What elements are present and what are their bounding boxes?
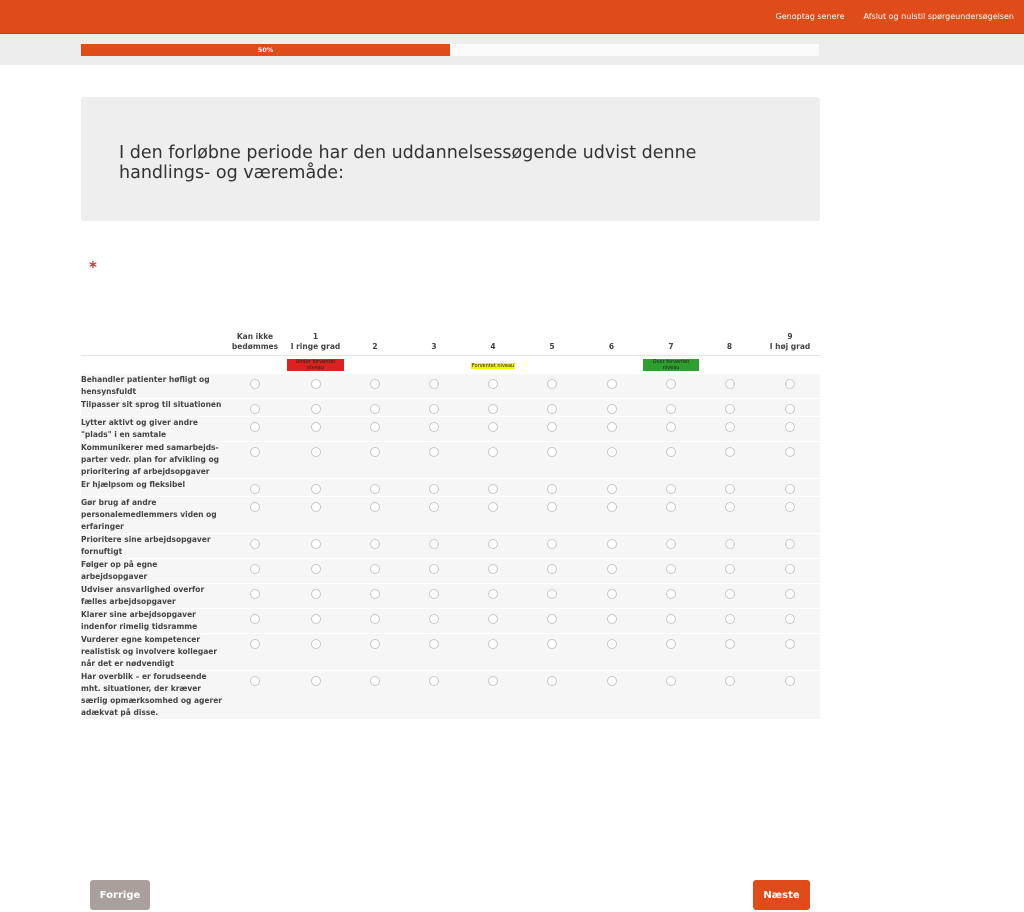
rating-radio[interactable] bbox=[725, 447, 735, 457]
rating-radio[interactable] bbox=[607, 589, 617, 599]
rating-radio[interactable] bbox=[607, 614, 617, 624]
rating-radio[interactable] bbox=[785, 589, 795, 599]
rating-radio[interactable] bbox=[547, 447, 557, 457]
rating-radio[interactable] bbox=[547, 614, 557, 624]
rating-radio[interactable] bbox=[488, 614, 498, 624]
matrix-row bbox=[81, 417, 820, 442]
matrix-row bbox=[81, 534, 820, 559]
rating-radio[interactable] bbox=[666, 484, 676, 494]
progress-bar bbox=[81, 44, 819, 56]
rating-radio[interactable] bbox=[785, 639, 795, 649]
rating-radio[interactable] bbox=[488, 422, 498, 432]
top-bar bbox=[0, 0, 1024, 34]
rating-radio[interactable] bbox=[666, 502, 676, 512]
rating-radio[interactable] bbox=[370, 422, 380, 432]
rating-radio[interactable] bbox=[311, 404, 321, 414]
rating-matrix bbox=[81, 322, 820, 719]
rating-radio[interactable] bbox=[725, 379, 735, 389]
column-number: 8 bbox=[726, 342, 733, 351]
matrix-row bbox=[81, 442, 820, 479]
rating-radio[interactable] bbox=[725, 614, 735, 624]
rating-radio[interactable] bbox=[429, 404, 439, 414]
rating-radio[interactable] bbox=[607, 502, 617, 512]
rating-radio[interactable] bbox=[547, 589, 557, 599]
rating-radio[interactable] bbox=[311, 539, 321, 549]
column-label: I høj grad bbox=[769, 342, 811, 351]
rating-radio[interactable] bbox=[666, 422, 676, 432]
rating-radio[interactable] bbox=[488, 639, 498, 649]
rating-radio[interactable] bbox=[785, 447, 795, 457]
rating-radio[interactable] bbox=[370, 676, 380, 686]
rating-radio[interactable] bbox=[607, 404, 617, 414]
above-expected-tag: Over forventet niveau bbox=[643, 359, 699, 371]
below-expected-tag: Under forventet niveau bbox=[287, 359, 344, 371]
resume-later-link[interactable]: Genoptag senere bbox=[775, 12, 845, 21]
rating-radio[interactable] bbox=[725, 639, 735, 649]
row-label: Prioritere sine arbejdsopgaver fornuftigt bbox=[81, 534, 223, 559]
rating-radio[interactable] bbox=[488, 564, 498, 574]
column-header-6 bbox=[580, 322, 643, 356]
rating-radio[interactable] bbox=[370, 502, 380, 512]
rating-radio[interactable] bbox=[311, 676, 321, 686]
rating-radio[interactable] bbox=[250, 676, 260, 686]
rating-radio[interactable] bbox=[547, 422, 557, 432]
next-button[interactable]: Næste bbox=[753, 880, 810, 910]
matrix-row bbox=[81, 374, 820, 399]
rating-radio[interactable] bbox=[725, 676, 735, 686]
column-header-9 bbox=[760, 322, 820, 356]
rating-radio[interactable] bbox=[250, 614, 260, 624]
required-marker: * bbox=[89, 258, 97, 276]
matrix-header-corner bbox=[81, 322, 223, 356]
column-number: 5 bbox=[549, 342, 555, 351]
rating-radio[interactable] bbox=[785, 614, 795, 624]
rating-radio[interactable] bbox=[666, 676, 676, 686]
matrix-row bbox=[81, 584, 820, 609]
rating-radio[interactable] bbox=[725, 422, 735, 432]
rating-radio[interactable] bbox=[488, 379, 498, 389]
progress-strip bbox=[0, 34, 1024, 65]
column-number: 3 bbox=[431, 342, 437, 351]
column-number: 6 bbox=[608, 342, 615, 351]
rating-radio[interactable] bbox=[250, 422, 260, 432]
row-label: Udviser ansvarlighed overfor fælles arbejdsopgaver bbox=[81, 584, 223, 609]
column-number: 2 bbox=[372, 342, 378, 351]
rating-radio[interactable] bbox=[370, 404, 380, 414]
column-number: 1 bbox=[312, 332, 319, 341]
rating-radio[interactable] bbox=[607, 379, 617, 389]
rating-radio[interactable] bbox=[370, 379, 380, 389]
row-label: Klarer sine arbejdsopgaver indenfor rimelig tidsramme bbox=[81, 609, 223, 634]
rating-radio[interactable] bbox=[429, 539, 439, 549]
rating-radio[interactable] bbox=[488, 539, 498, 549]
matrix-row bbox=[81, 497, 820, 534]
rating-radio[interactable] bbox=[785, 484, 795, 494]
row-label: Er hjælpsom og fleksibel bbox=[81, 479, 223, 497]
rating-radio[interactable] bbox=[666, 379, 676, 389]
rating-radio[interactable] bbox=[250, 502, 260, 512]
rating-radio[interactable] bbox=[666, 589, 676, 599]
rating-radio[interactable] bbox=[488, 484, 498, 494]
rating-radio[interactable] bbox=[429, 564, 439, 574]
rating-radio[interactable] bbox=[547, 676, 557, 686]
exit-and-clear-link[interactable]: Afslut og nulstil spørgeundersøgelsen bbox=[863, 12, 1014, 21]
rating-radio[interactable] bbox=[311, 614, 321, 624]
rating-radio[interactable] bbox=[785, 502, 795, 512]
rating-radio[interactable] bbox=[429, 502, 439, 512]
matrix-row bbox=[81, 399, 820, 417]
rating-radio[interactable] bbox=[250, 379, 260, 389]
column-header-5 bbox=[524, 322, 580, 356]
rating-radio[interactable] bbox=[725, 539, 735, 549]
column-header-4 bbox=[462, 322, 524, 356]
column-label: I ringe grad bbox=[290, 342, 341, 351]
row-label: Vurderer egne kompetencer realistisk og involvere kollegaer når det er nødvendigt bbox=[81, 634, 223, 671]
column-header-1 bbox=[287, 322, 344, 356]
rating-radio[interactable] bbox=[547, 539, 557, 549]
rating-radio[interactable] bbox=[547, 379, 557, 389]
rating-radio[interactable] bbox=[311, 639, 321, 649]
rating-radio[interactable] bbox=[607, 447, 617, 457]
scale-tags-row bbox=[81, 356, 820, 374]
rating-radio[interactable] bbox=[250, 639, 260, 649]
expected-level-tag: Forventet niveau bbox=[471, 363, 515, 369]
rating-radio[interactable] bbox=[607, 422, 617, 432]
rating-radio[interactable] bbox=[429, 676, 439, 686]
matrix-header-row bbox=[81, 322, 820, 356]
rating-radio[interactable] bbox=[607, 639, 617, 649]
rating-radio[interactable] bbox=[607, 676, 617, 686]
top-bar-links bbox=[776, 12, 1014, 21]
rating-radio[interactable] bbox=[725, 589, 735, 599]
row-label: Har overblik – er forudseende mht. situationer, der kræver særlig opmærksomhed og agerer adækvat på disse. bbox=[81, 672, 222, 717]
matrix-row bbox=[81, 671, 820, 720]
column-header-0 bbox=[223, 322, 287, 356]
rating-radio[interactable] bbox=[547, 564, 557, 574]
rating-radio[interactable] bbox=[370, 639, 380, 649]
column-number: 9 bbox=[787, 332, 793, 341]
rating-radio[interactable] bbox=[785, 404, 795, 414]
matrix-row bbox=[81, 479, 820, 497]
rating-radio[interactable] bbox=[488, 447, 498, 457]
rating-radio[interactable] bbox=[547, 639, 557, 649]
question-box bbox=[81, 97, 820, 221]
rating-radio[interactable] bbox=[725, 502, 735, 512]
rating-radio[interactable] bbox=[370, 589, 380, 599]
rating-radio[interactable] bbox=[725, 484, 735, 494]
rating-radio[interactable] bbox=[429, 614, 439, 624]
rating-radio[interactable] bbox=[666, 404, 676, 414]
rating-radio[interactable] bbox=[488, 676, 498, 686]
row-label: Kommunikerer med samarbejds-parter vedr. plan for afvikling og prioritering af arbejdsopgaver bbox=[81, 442, 223, 479]
rating-radio[interactable] bbox=[666, 564, 676, 574]
question-text: I den forløbne periode har den uddannelsessøgende udvist denne handlings- og væremåde: bbox=[119, 143, 697, 183]
rating-radio[interactable] bbox=[429, 422, 439, 432]
rating-radio[interactable] bbox=[250, 539, 260, 549]
column-number: 4 bbox=[490, 342, 496, 351]
row-label: Tilpasser sit sprog til situationen bbox=[81, 399, 223, 417]
rating-radio[interactable] bbox=[250, 484, 260, 494]
rating-radio[interactable] bbox=[429, 589, 439, 599]
column-number: 7 bbox=[668, 342, 674, 351]
rating-radio[interactable] bbox=[785, 422, 795, 432]
rating-radio[interactable] bbox=[666, 447, 676, 457]
rating-radio[interactable] bbox=[607, 484, 617, 494]
rating-radio[interactable] bbox=[785, 379, 795, 389]
rating-radio[interactable] bbox=[311, 447, 321, 457]
rating-radio[interactable] bbox=[666, 539, 676, 549]
rating-radio[interactable] bbox=[370, 564, 380, 574]
matrix-row bbox=[81, 634, 820, 671]
rating-radio[interactable] bbox=[429, 639, 439, 649]
rating-radio[interactable] bbox=[250, 404, 260, 414]
matrix-row bbox=[81, 609, 820, 634]
rating-radio[interactable] bbox=[488, 589, 498, 599]
rating-radio[interactable] bbox=[547, 484, 557, 494]
rating-radio[interactable] bbox=[429, 447, 439, 457]
rating-radio[interactable] bbox=[785, 676, 795, 686]
row-label: Lytter aktivt og giver andre "plads" i en samtale bbox=[81, 417, 223, 442]
rating-radio[interactable] bbox=[311, 422, 321, 432]
rating-radio[interactable] bbox=[607, 564, 617, 574]
rating-radio[interactable] bbox=[666, 614, 676, 624]
progress-fill: 50% bbox=[81, 44, 450, 56]
rating-radio[interactable] bbox=[488, 502, 498, 512]
column-label: Kan ikke bedømmes bbox=[231, 332, 279, 351]
matrix-row bbox=[81, 559, 820, 584]
rating-radio[interactable] bbox=[250, 447, 260, 457]
rating-radio[interactable] bbox=[547, 502, 557, 512]
rating-radio[interactable] bbox=[250, 589, 260, 599]
rating-radio[interactable] bbox=[370, 614, 380, 624]
rating-radio[interactable] bbox=[429, 379, 439, 389]
rating-radio[interactable] bbox=[607, 539, 617, 549]
column-header-7 bbox=[643, 322, 699, 356]
rating-radio[interactable] bbox=[311, 484, 321, 494]
rating-radio[interactable] bbox=[666, 639, 676, 649]
row-label: Behandler patienter høfligt og hensynsfuldt bbox=[81, 374, 223, 399]
rating-radio[interactable] bbox=[429, 484, 439, 494]
column-header-2 bbox=[344, 322, 406, 356]
rating-radio[interactable] bbox=[311, 589, 321, 599]
rating-radio[interactable] bbox=[725, 404, 735, 414]
rating-radio[interactable] bbox=[785, 539, 795, 549]
row-label: Gør brug af andre personalemedlemmers viden og erfaringer bbox=[81, 497, 223, 534]
rating-radio[interactable] bbox=[370, 447, 380, 457]
rating-radio[interactable] bbox=[370, 539, 380, 549]
rating-radio[interactable] bbox=[311, 564, 321, 574]
column-header-3 bbox=[406, 322, 462, 356]
rating-radio[interactable] bbox=[488, 404, 498, 414]
rating-radio[interactable] bbox=[785, 564, 795, 574]
row-label: Følger op på egne arbejdsopgaver bbox=[81, 559, 223, 584]
rating-radio[interactable] bbox=[547, 404, 557, 414]
column-header-8 bbox=[699, 322, 760, 356]
rating-radio[interactable] bbox=[311, 379, 321, 389]
previous-button[interactable]: Forrige bbox=[90, 880, 150, 910]
rating-radio[interactable] bbox=[725, 564, 735, 574]
rating-radio[interactable] bbox=[311, 502, 321, 512]
rating-radio[interactable] bbox=[370, 484, 380, 494]
rating-radio[interactable] bbox=[250, 564, 260, 574]
